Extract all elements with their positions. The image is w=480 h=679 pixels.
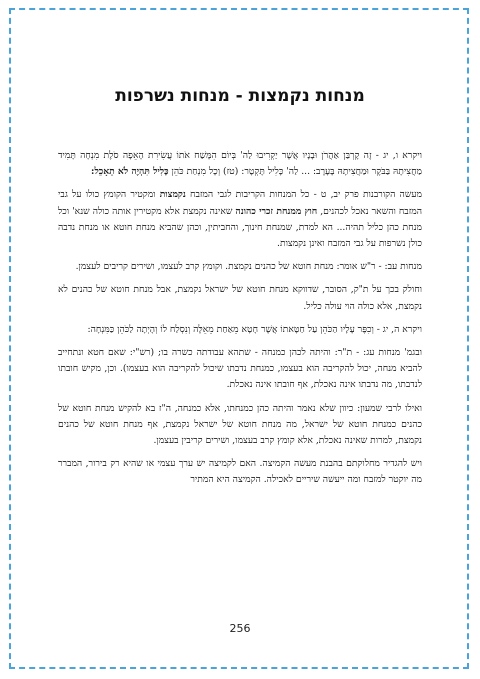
bold-text: נקמצות (159, 189, 186, 201)
page-body (58, 148, 422, 496)
page-title: מנחות נקמצות - מנחות נשרפות (115, 86, 365, 106)
paragraph-text: שאינה נקמצת אלא מקטירין אותה כולה שנא' וכל מנחת כהן כליל תהיה... הא למדת, שמנחת חינוך, והחביתין, וכהן שהביא מנחת חוטא או מנחת נדבה כולן נשרפות על גבי המזבח ואינן נקמצות. (58, 205, 422, 250)
paragraph-text: ויש להגדיר מחלוקתם בהבנת מעשה הקמיצה. האם לקמיצה יש ערך עצמי או שהיא רק בירור, המברר מה יוקטר למזבח ומה ייעשה שיריים לאכילה. הקמיצה היא המתיר (58, 458, 422, 486)
page-number: 256 (229, 622, 251, 635)
paragraph-text: ויקרא ה, יג - וְכִפֶּר עָלָיו הַכֹּהֵן עַל חַטָּאתוֹ אֲשֶׁר חָטָא מֵאַחַת מֵאֵלֶּה וְנִסְלַח לוֹ וְהָיְתָה לַכֹּהֵן כַּמִּנְחָה: (87, 323, 422, 335)
paragraph-text: וחולק בכך על ת"ק, הסובר, שדווקא מנחת חוטא של ישראל נקמצת, אבל מנחת חוטא של כהנים לא נקמצת, אלא כולה הוי עולה כליל. (58, 284, 422, 312)
body-paragraph (58, 401, 422, 450)
paragraph-text: מעשה הקורבנות פרק יב, ט - כל המנחות הקריבות לגבי המזבח (185, 189, 422, 201)
body-paragraph (58, 187, 422, 252)
paragraph-text: ומקטיר הקומץ כולו על גבי המזבח והשאר נאכל לכהנים, (58, 189, 423, 217)
paragraph-text: מנחות עב: - ר"ש אומר: מנחת חוטא של כהנים נקמצת. וקומץ קרב לעצמו, ושירים קריבים לעצמן. (75, 261, 422, 273)
body-paragraph (58, 148, 422, 180)
body-paragraph (58, 259, 422, 275)
body-paragraph (58, 456, 422, 488)
bold-text: כָּלִיל תִּהְיֶה לֹא תֵאָכֵל: (91, 166, 169, 178)
body-paragraph (58, 282, 422, 314)
bold-text: חוץ ממנחת זכרי כהונה (235, 205, 318, 217)
body-paragraph (58, 345, 422, 394)
body-paragraph (58, 322, 422, 338)
paragraph-text: ואילו לרבי שמעון: כיוון שלא נאמר והיתה כהן כמנחתו, אלא כמנחה, ה"ז בא להקיש מנחת חוטא של כהנים כמנחת חוטא של ישראל, מה מנחת חוטא של ישראל נקמצת, אף מנחת חוטא של כהנים נקמצת, למרות שאינה נאכלת, אלא קומץ קרב בעצמו, ושירים קריבין בעצמן. (58, 402, 422, 447)
paragraph-text: ויקרא ו, יג - זֶה קָרְבַּן אַהֲרֹן וּבָנָיו אֲשֶׁר יַקְרִיבוּ לַה' בְּיוֹם הִמָּשַׁח אֹתוֹ עֲשִׂירִת הָאֵפָה סֹלֶת מִנְחָה תָּמִיד מַחֲצִיתָהּ בַּבֹּקֶר וּמַחֲצִיתָהּ בָּעָרֶב: ... לַה' כָּלִיל תָּקְטָר: (טז) וְכָל מִנְחַת כֹּהֵן (58, 150, 422, 178)
paragraph-text: ובגמ' מנחות עג: - ת"ר: והיתה לכהן כמנחה - שתהא עבודתה כשרה בו; (רש"י: שאם חטא ונתחייב להביא מנחה, יכול להקריבה הוא בעצמו, כמנחת נדבתו שיכול להקריבה הוא בעצמו). וכן, מקיש חובתו לנדבתו, מה נדבתו אינה נאכלת, אף חובתו אינה נאכלת. (58, 347, 422, 391)
